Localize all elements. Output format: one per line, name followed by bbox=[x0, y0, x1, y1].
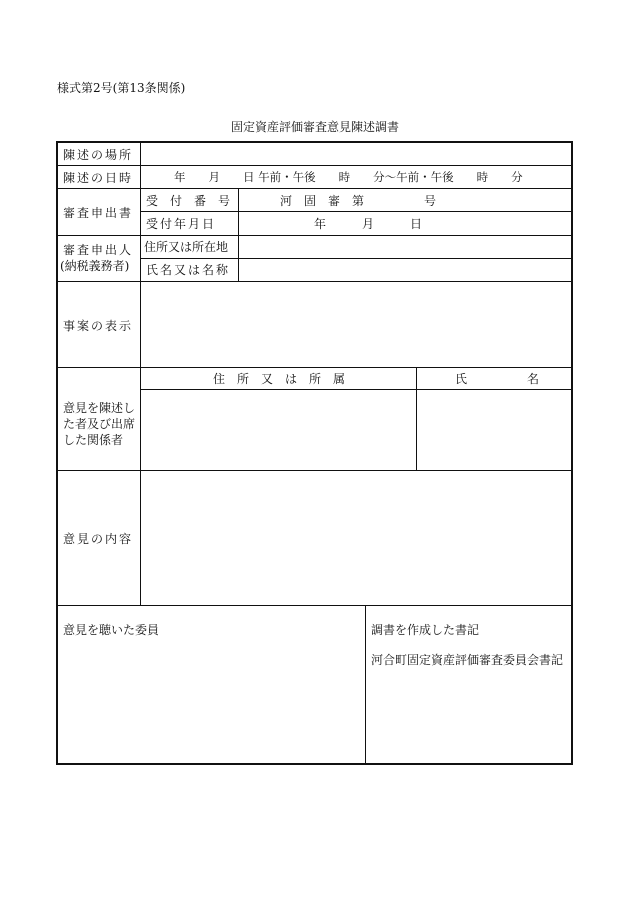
opinion-label: 意見の内容 bbox=[63, 532, 134, 546]
members-field[interactable] bbox=[60, 643, 363, 763]
form-table bbox=[56, 141, 573, 765]
receipt-date-label: 受付年月日 bbox=[146, 217, 217, 231]
name-label: 氏名又は名称 bbox=[146, 263, 231, 277]
attendee-column-divider bbox=[416, 367, 417, 470]
applicant-label: 審査申出人 bbox=[63, 243, 134, 257]
row-divider bbox=[58, 165, 573, 166]
receipt-number-label: 受 付 番 号 bbox=[146, 194, 231, 208]
row-divider bbox=[58, 605, 573, 606]
opinion-field[interactable] bbox=[142, 471, 572, 604]
receipt-number-field[interactable]: 河 固 審 第 号 bbox=[280, 194, 437, 208]
page-title: 固定資産評価審査意見陳述調書 bbox=[230, 120, 399, 134]
sublabel-column-divider bbox=[238, 188, 239, 281]
address-label: 住所又は所在地 bbox=[144, 240, 229, 254]
attendees-label-line3: した関係者 bbox=[63, 433, 124, 447]
datetime-label: 陳述の日時 bbox=[63, 171, 134, 185]
place-field[interactable] bbox=[142, 144, 572, 164]
attendees-label-line2: た者及び出席 bbox=[63, 417, 136, 431]
attendees-label-line1: 意見を陳述し bbox=[63, 401, 136, 415]
matter-field[interactable] bbox=[142, 282, 572, 366]
appeal-label: 審査申出書 bbox=[63, 206, 134, 220]
row-divider bbox=[58, 188, 573, 189]
name-field[interactable] bbox=[240, 259, 572, 280]
clerk-label: 調書を作成した書記 bbox=[371, 623, 480, 637]
attendee-address-header: 住 所 又 は 所 属 bbox=[213, 372, 346, 386]
clerk-value: 河合町固定資産評価審査委員会書記 bbox=[371, 653, 564, 667]
members-label: 意見を聴いた委員 bbox=[63, 623, 160, 637]
applicant-sublabel: (納税義務者) bbox=[60, 259, 130, 273]
receipt-date-field[interactable]: 年 月 日 bbox=[314, 217, 423, 231]
footer-column-divider bbox=[365, 605, 366, 765]
matter-label: 事案の表示 bbox=[63, 319, 134, 333]
address-field[interactable] bbox=[240, 236, 572, 257]
row-divider bbox=[140, 211, 573, 212]
datetime-field[interactable]: 年 月 日 午前・午後 時 分〜午前・午後 時 分 bbox=[174, 170, 523, 184]
row-divider bbox=[58, 367, 573, 368]
attendee-name-field[interactable] bbox=[418, 390, 572, 469]
attendee-name-header: 氏 名 bbox=[455, 372, 540, 386]
form-number: 様式第2号(第13条関係) bbox=[57, 81, 186, 95]
attendee-address-field[interactable] bbox=[142, 390, 415, 469]
label-column-divider bbox=[140, 143, 141, 605]
place-label: 陳述の場所 bbox=[63, 148, 134, 162]
